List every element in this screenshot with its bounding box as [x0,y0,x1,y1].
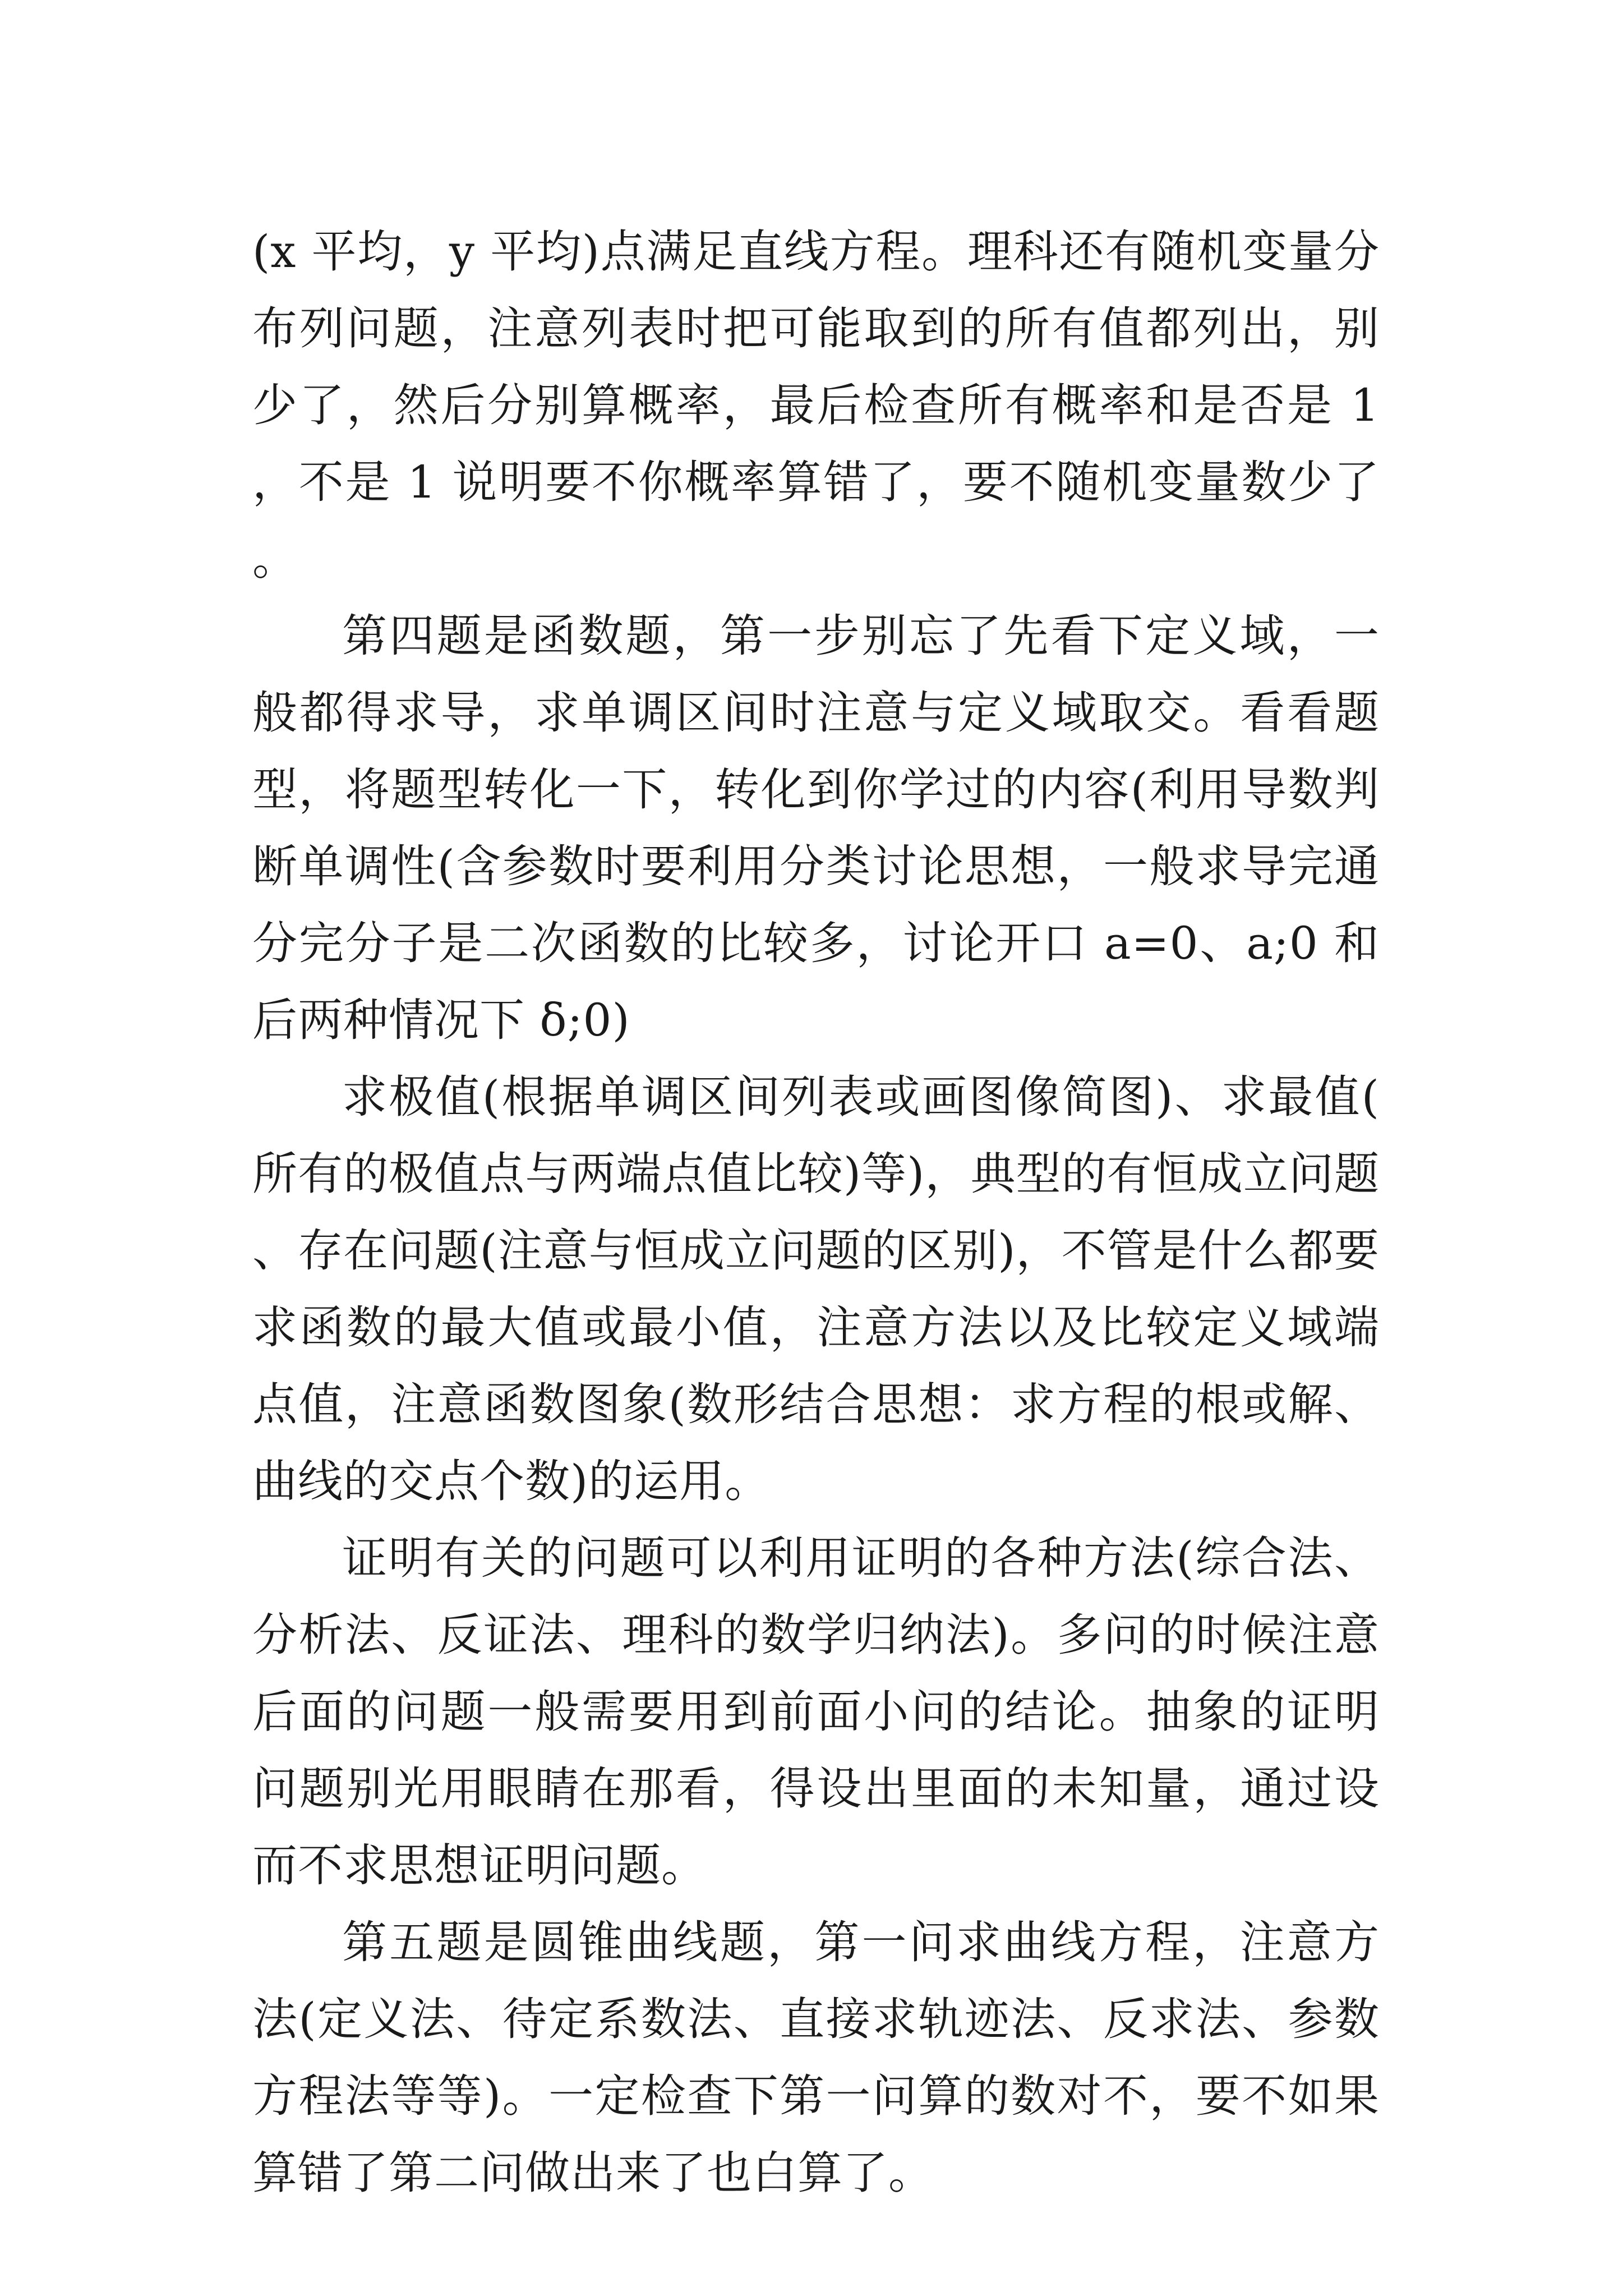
paragraph-function-problem: 第四题是函数题，第一步别忘了先看下定义域，一般都得求导，求单调区间时注意与定义域取交。看看题型，将题型转化一下，转化到你学过的内容(利用导数判断单调性(含参数时要利用分类讨论思想，一般求导完通分完分子是二次函数的比较多，讨论开口 a=0、a;0 和后两种情况下 δ;0) [252,610,1380,1046]
paragraph-extremum: 求极值(根据单调区间列表或画图像简图)、求最值(所有的极值点与两端点值比较)等)，典型的有恒成立问题、存在问题(注意与恒成立问题的区别)，不管是什么都要求函数的最大值或最小值，注意方法以及比较定义域端点值，注意函数图象(数形结合思想：求方程的根或解、曲线的交点个数)的运用。 [252,1071,1380,1507]
paragraph-proof-methods: 证明有关的问题可以利用证明的各种方法(综合法、分析法、反证法、理科的数学归纳法)。多问的时候注意后面的问题一般需要用到前面小问的结论。抽象的证明问题别光用眼睛在那看，得设出里面的未知量，通过设而不求思想证明问题。 [252,1532,1380,1892]
document-body [252,213,1380,2211]
paragraph-conic-sections: 第五题是圆锥曲线题，第一问求曲线方程，注意方法(定义法、待定系数法、直接求轨迹法、反求法、参数方程法等等)。一定检查下第一问算的数对不，要不如果算错了第二问做出来了也白算了。 [252,1916,1380,2199]
paragraph-regression-and-distribution: (x 平均，y 平均)点满足直线方程。理科还有随机变量分布列问题，注意列表时把可能取到的所有值都列出，别少了，然后分别算概率，最后检查所有概率和是否是 1，不是 1 说明要不你概率算错了，要不随机变量数少了。 [252,226,1380,585]
